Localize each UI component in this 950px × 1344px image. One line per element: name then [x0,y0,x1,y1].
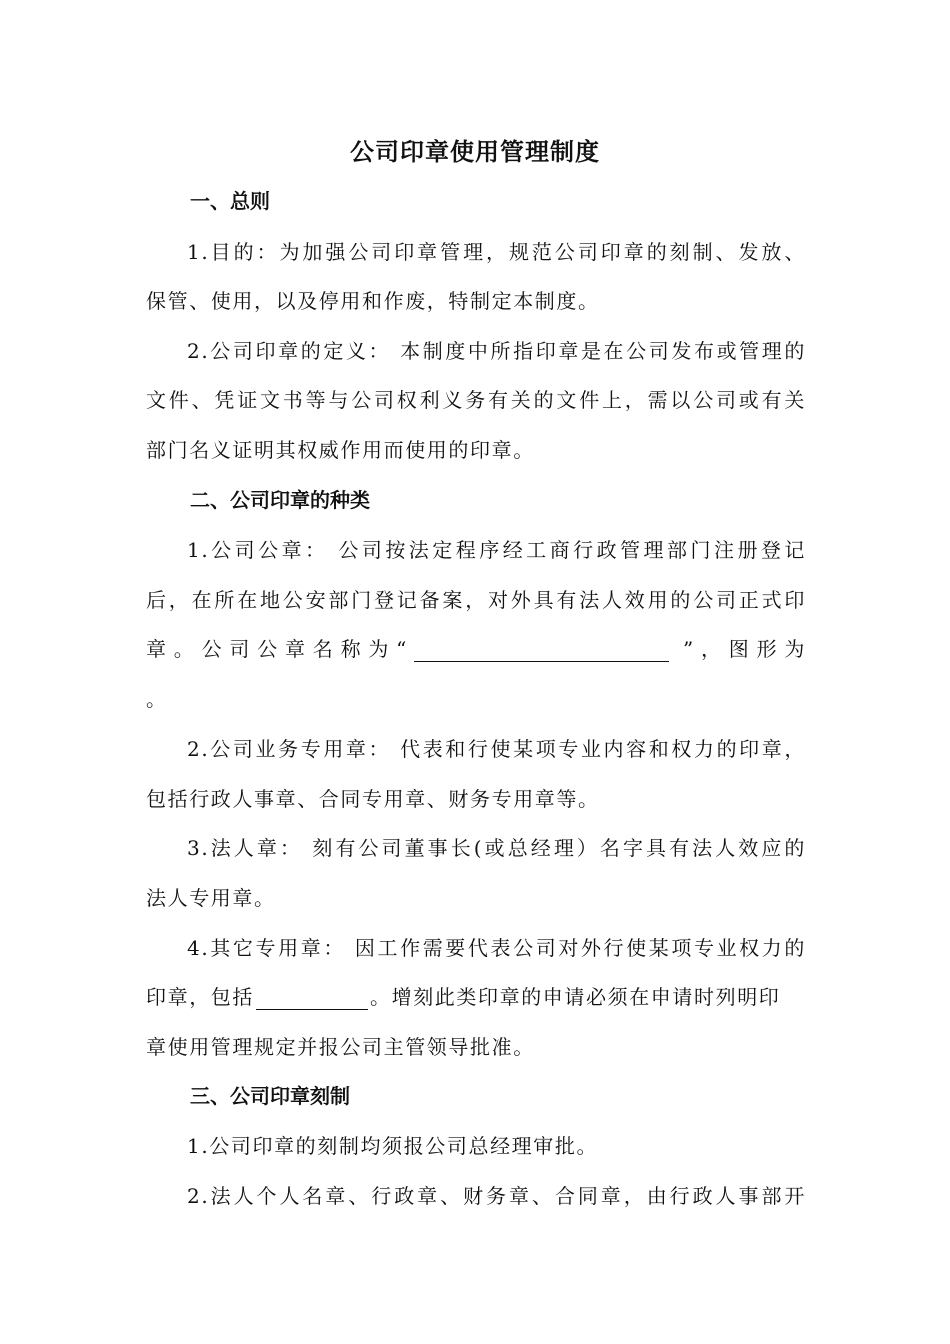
paragraph-line: 1.公司印章的刻制均须报公司总经理审批。 [187,1134,599,1158]
other-seal-blank [256,983,368,1010]
seal-name-suffix: ”，图形为 [682,637,806,661]
other-seal-line [146,977,806,1017]
paragraph-line: 部门名义证明其权威作用而使用的印章。 [146,438,535,462]
paragraph-line: 1.目的：为加强公司印章管理，规范公司印章的刻制、发放、 [187,240,806,264]
paragraph-line: 2.公司业务专用章： 代表和行使某项专业内容和权力的印章， [187,737,806,761]
section-heading-general: 一、总则 [190,189,270,213]
paragraph-line: 包括行政人事章、合同专用章、财务专用章等。 [146,787,600,811]
paragraph-line: 3.法人章： 刻有公司董事长(或总经理）名字具有法人效应的 [187,836,806,860]
other-seal-prefix: 印章，包括 [146,985,254,1009]
paragraph-line: 1.公司公章： 公司按法定程序经工商行政管理部门注册登记 [187,538,806,562]
other-seal-suffix: 。增刻此类印章的申请必须在申请时列明印 [370,985,781,1009]
paragraph-line: 2.公司印章的定义： 本制度中所指印章是在公司发布或管理的 [187,339,806,363]
document-title: 公司印章使用管理制度 [350,138,600,166]
paragraph-line: 保管、使用，以及停用和作废，特制定本制度。 [146,289,600,313]
paragraph-line: 。 [146,687,168,711]
seal-name-line [146,629,806,669]
paragraph-line: 4.其它专用章： 因工作需要代表公司对外行使某项专业权力的 [187,936,806,960]
paragraph-line: 文件、凭证文书等与公司权利义务有关的文件上，需以公司或有关 [146,388,806,412]
paragraph-line: 2.法人个人名章、行政章、财务章、合同章，由行政人事部开 [187,1184,806,1208]
paragraph-line: 后，在所在地公安部门登记备案，对外具有法人效用的公司正式印 [146,588,806,612]
seal-name-blank [414,635,669,662]
paragraph-line: 法人专用章。 [146,886,276,910]
section-heading-seal-types: 二、公司印章的种类 [190,488,370,512]
seal-name-prefix: 章。公司公章名称为“ [146,637,408,661]
section-heading-seal-making: 三、公司印章刻制 [190,1084,350,1108]
paragraph-line: 章使用管理规定并报公司主管领导批准。 [146,1035,535,1059]
